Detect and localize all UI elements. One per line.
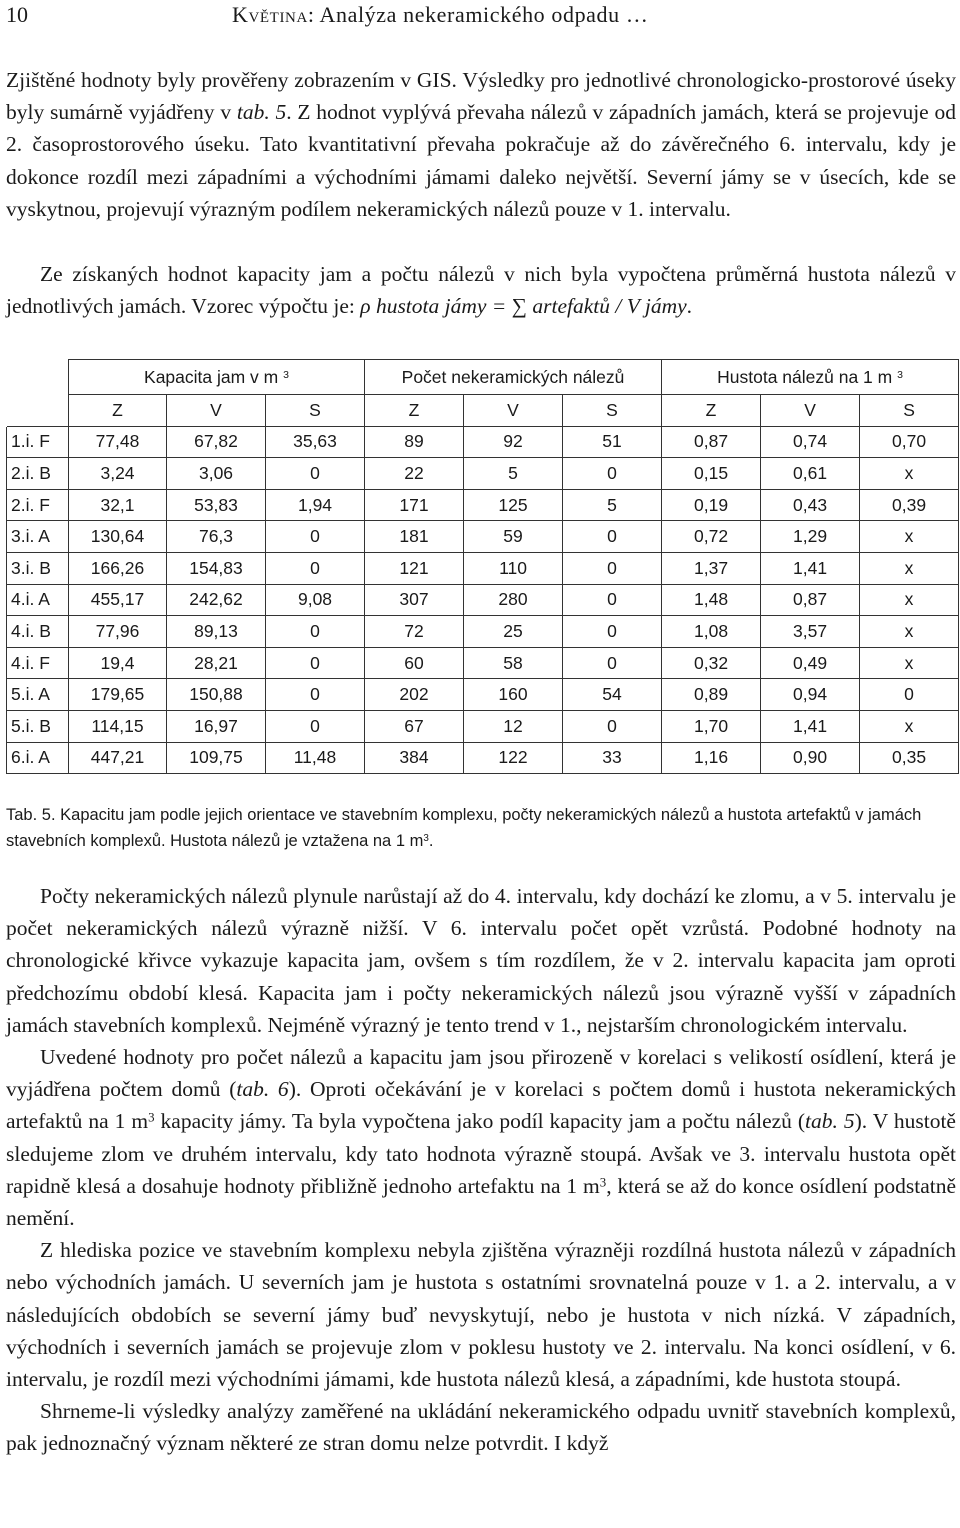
table-group-header: Hustota nálezů na 1 m $^3$ <box>662 360 959 395</box>
table-cell: 0 <box>563 647 662 679</box>
table-cell: 242,62 <box>167 584 266 616</box>
table-cell: 150,88 <box>167 679 266 711</box>
row-label: 1.i. F <box>7 426 69 458</box>
table-cell: 28,21 <box>167 647 266 679</box>
table-row <box>7 742 959 774</box>
row-label: 6.i. A <box>7 742 69 774</box>
table-sub-header-row <box>7 395 959 427</box>
table-row <box>7 521 959 553</box>
table-cell: 16,97 <box>167 710 266 742</box>
row-label: 3.i. B <box>7 552 69 584</box>
table-cell: 0,19 <box>662 489 761 521</box>
table-cell: 1,48 <box>662 584 761 616</box>
table-cell: 455,17 <box>69 584 167 616</box>
table-row <box>7 616 959 648</box>
table-cell: 72 <box>365 616 464 648</box>
table-cell: x <box>860 710 959 742</box>
body-text <box>6 880 956 1460</box>
table-cell: 0 <box>266 552 365 584</box>
table-cell: 0,61 <box>761 458 860 490</box>
table-cell: 0,39 <box>860 489 959 521</box>
table-cell: 121 <box>365 552 464 584</box>
caption-text: Kapacitu jam podle jejich orientace ve stavebním komplexu, počty nekeramických nálezů a hustota artefaktů v jamách stavebních komplexů. Hustota nálezů je vztažena na 1 m <box>6 806 922 850</box>
density-formula: ρ hustota jámy = ∑ artefaktů / V jámy <box>360 294 687 319</box>
table-row <box>7 584 959 616</box>
row-label: 4.i. B <box>7 616 69 648</box>
table-cell: 25 <box>464 616 563 648</box>
table-row <box>7 710 959 742</box>
table-cell: 76,3 <box>167 521 266 553</box>
table-cell: 11,48 <box>266 742 365 774</box>
intro-text: Zjištěné hodnoty byly prověřeny zobrazením v GIS. Výsledky pro jednotlivé chronologicko-prostorové úseky byly sumárně vyjádřeny v <box>6 68 956 125</box>
table-cell: 1,41 <box>761 710 860 742</box>
table-cell: 0 <box>563 458 662 490</box>
table-cell: 1,29 <box>761 521 860 553</box>
table-cell: 307 <box>365 584 464 616</box>
table-cell: 35,63 <box>266 426 365 458</box>
row-label: 4.i. F <box>7 647 69 679</box>
table-cell: 1,41 <box>761 552 860 584</box>
table-cell: 3,24 <box>69 458 167 490</box>
table-cell: 114,15 <box>69 710 167 742</box>
table-cell: 1,16 <box>662 742 761 774</box>
row-label: 5.i. A <box>7 679 69 711</box>
formula-lead-text: Ze získaných hodnot kapacity jam a počtu nálezů v nich byla vypočtena průměrná hustota nálezů v jednotlivých jamách. Vzorec výpočtu je: <box>6 262 956 319</box>
table-cell: 0 <box>266 647 365 679</box>
table-cell: 179,65 <box>69 679 167 711</box>
table-cell: 125 <box>464 489 563 521</box>
table-cell: 54 <box>563 679 662 711</box>
row-label: 2.i. B <box>7 458 69 490</box>
table-cell: 12 <box>464 710 563 742</box>
formula-end: . <box>686 294 693 319</box>
running-title <box>232 0 648 30</box>
table-cell: 280 <box>464 584 563 616</box>
table-cell: 3,57 <box>761 616 860 648</box>
table-cell: 77,96 <box>69 616 167 648</box>
table-cell: 1,70 <box>662 710 761 742</box>
table-group-header-row <box>7 360 959 395</box>
table-cell: 447,21 <box>69 742 167 774</box>
table-cell: 32,1 <box>69 489 167 521</box>
body-paragraph: Shrneme-li výsledky analýzy zaměřené na ukládání nekeramického odpadu uvnitř stavebních komplexů, pak jednoznačný význam některé ze stran domu nelze potvrdit. I když <box>6 1399 956 1456</box>
intro-paragraph <box>6 64 956 225</box>
row-label: 5.i. B <box>7 710 69 742</box>
table-cell: 202 <box>365 679 464 711</box>
table-cell: 0 <box>563 552 662 584</box>
table-row <box>7 489 959 521</box>
table-cell: 171 <box>365 489 464 521</box>
table-cell: 109,75 <box>167 742 266 774</box>
table-cell: 51 <box>563 426 662 458</box>
table-cell: 77,48 <box>69 426 167 458</box>
table-cell: x <box>860 458 959 490</box>
table-cell: 1,37 <box>662 552 761 584</box>
table-cell: 89,13 <box>167 616 266 648</box>
table-cell: 130,64 <box>69 521 167 553</box>
table-cell: 67 <box>365 710 464 742</box>
body-paragraph: Uvedené hodnoty pro počet nálezů a kapacitu jam jsou přirozeně v korelaci s velikostí osídlení, která je vyjádřena počtem domů (tab. 6). Oproti očekávání je v korelaci s počtem domů i hustota nekeramických artefaktů na 1 $m^3$ kapacity jámy. Ta byla vypočtena jako podíl kapacity jam a počtu nálezů (tab. 5). V hustotě sledujeme zlom ve druhém intervalu, kdy tato hodnota výrazně stoupá. Avšak ve 3. intervalu hustota opět rapidně klesá a dosahuje hodnoty přibližně jednoho artefaktu na 1 $m^3$, která se až do konce osídlení podstatně nemění. <box>6 1045 956 1231</box>
table-cell: 1,08 <box>662 616 761 648</box>
table-cell: 0 <box>266 710 365 742</box>
body-paragraph: Počty nekeramických nálezů plynule narůstají až do 4. intervalu, kdy dochází ke zlomu, a v 5. intervalu je počet nekeramických nálezů výrazně nižší. V 6. intervalu počet opět vzrůstá. Podobné hodnoty na chronologické křivce vykazuje kapacita jam, ovšem s tím rozdílem, že v 2. intervalu kapacita jam oproti předchozímu období klesá. Kapacita jam i počty nekeramických nálezů jsou výrazně vyšší v západních jamách stavebních komplexů. Nejméně výrazný je tento trend v 1., nejstarším chronologickém intervalu. <box>6 884 956 1037</box>
table-row <box>7 647 959 679</box>
table-cell: 33 <box>563 742 662 774</box>
table-cell: 110 <box>464 552 563 584</box>
data-table <box>6 359 959 774</box>
table-cell: 5 <box>563 489 662 521</box>
table-cell: x <box>860 552 959 584</box>
table-cell: 0 <box>563 521 662 553</box>
table-sub-header: S <box>563 395 662 427</box>
table-sub-header: V <box>761 395 860 427</box>
table-cell: 0,32 <box>662 647 761 679</box>
table-cell: 92 <box>464 426 563 458</box>
table-cell: 0,89 <box>662 679 761 711</box>
table-cell: 0,70 <box>860 426 959 458</box>
table-sub-header: Z <box>69 395 167 427</box>
table-cell: 0 <box>266 616 365 648</box>
table-cell: 154,83 <box>167 552 266 584</box>
table-cell: x <box>860 521 959 553</box>
formula-paragraph <box>6 258 956 322</box>
table-cell: 0,15 <box>662 458 761 490</box>
table-corner-cell <box>7 360 69 395</box>
table-cell: 0,90 <box>761 742 860 774</box>
row-label: 3.i. A <box>7 521 69 553</box>
table-cell: 0 <box>860 679 959 711</box>
table-group-header: Počet nekeramických nálezů <box>365 360 662 395</box>
running-header <box>6 0 956 30</box>
table-row <box>7 458 959 490</box>
table-cell: 1,94 <box>266 489 365 521</box>
table-sub-header: S <box>266 395 365 427</box>
table-cell: 122 <box>464 742 563 774</box>
table-cell: 166,26 <box>69 552 167 584</box>
table-sub-header: S <box>860 395 959 427</box>
table-cell: 0 <box>563 584 662 616</box>
table-cell: 0,87 <box>761 584 860 616</box>
page-number: 10 <box>6 2 28 27</box>
table-cell: 0 <box>563 616 662 648</box>
table-cell: 3,06 <box>167 458 266 490</box>
table-cell: 89 <box>365 426 464 458</box>
table-cell: 0,72 <box>662 521 761 553</box>
table-cell: 0 <box>563 710 662 742</box>
table-cell: 60 <box>365 647 464 679</box>
table-sub-header: V <box>464 395 563 427</box>
running-article-title: : Analýza nekeramického odpadu … <box>307 2 649 27</box>
table-cell: 0,94 <box>761 679 860 711</box>
table-cell: 58 <box>464 647 563 679</box>
table-cell: x <box>860 616 959 648</box>
table-cell: 5 <box>464 458 563 490</box>
table-cell: 67,82 <box>167 426 266 458</box>
table-cell: 59 <box>464 521 563 553</box>
table-cell: 0 <box>266 679 365 711</box>
row-label: 4.i. A <box>7 584 69 616</box>
intro-text-continued: . Z hodnot vyplývá převaha nálezů v západních jamách, která se projevuje od 2. časoprostorového úseku. Tato kvantitativní převaha pokračuje až do závěrečného 6. intervalu, kdy je dokonce rozdíl mezi západními a východními jámami daleko největší. Severní jámy se v úsecích, kde se vyskytnou, projevují výrazným podílem nekeramických nálezů pouze v 1. intervalu. <box>6 100 956 221</box>
table-sub-header: Z <box>662 395 761 427</box>
intro-table-reference: tab. 5 <box>236 100 287 125</box>
table-cell: 160 <box>464 679 563 711</box>
table-row <box>7 679 959 711</box>
table-caption: Tab. 5. Kapacitu jam podle jejich orientace ve stavebním komplexu, počty nekeramických nálezů a hustota artefaktů v jamách stavebních komplexů. Hustota nálezů je vztažena na 1 $m^3$. <box>6 806 922 850</box>
table-cell: x <box>860 584 959 616</box>
table-cell: 0 <box>266 458 365 490</box>
body-paragraph: Z hlediska pozice ve stavebním komplexu nebyla zjištěna výrazněji rozdílná hustota nálezů v západních nebo východních jamách. U severních jam je hustota s ostatními srovnatelná pouze v 1. a 2. intervalu, a v následujících obdobích se severní jámy buď nevyskytují, nebo je hustota v nich nízká. V západních, východních i severních jamách se projevuje zlom v poklesu hustoty ve 2. intervalu. Na konci osídlení, v 6. intervalu, je rozdíl mezi východními jámami, kde hustota nálezů klesá, a západními, kde hustota stoupá. <box>6 1238 956 1392</box>
table-corner-cell <box>7 395 69 427</box>
table-cell: 0 <box>266 521 365 553</box>
table-cell: 0,43 <box>761 489 860 521</box>
table-cell: 0,35 <box>860 742 959 774</box>
table-cell: 22 <box>365 458 464 490</box>
table-reference: tab. 6 <box>236 1077 289 1102</box>
table-reference: tab. 5 <box>805 1109 855 1134</box>
table-cell: 0,87 <box>662 426 761 458</box>
table-cell: 9,08 <box>266 584 365 616</box>
table-group-header: Kapacita jam v m $^3$ <box>69 360 365 395</box>
running-author: Květina <box>232 2 308 27</box>
table-cell: 19,4 <box>69 647 167 679</box>
table-cell: 0,49 <box>761 647 860 679</box>
table-sub-header: Z <box>365 395 464 427</box>
table-cell: 181 <box>365 521 464 553</box>
table-row <box>7 552 959 584</box>
table-row <box>7 426 959 458</box>
table-body <box>7 426 959 774</box>
table-cell: x <box>860 647 959 679</box>
table-cell: 53,83 <box>167 489 266 521</box>
table-cell: 384 <box>365 742 464 774</box>
table-sub-header: V <box>167 395 266 427</box>
caption-label: Tab. 5. <box>6 806 56 824</box>
table-cell: 0,74 <box>761 426 860 458</box>
row-label: 2.i. F <box>7 489 69 521</box>
